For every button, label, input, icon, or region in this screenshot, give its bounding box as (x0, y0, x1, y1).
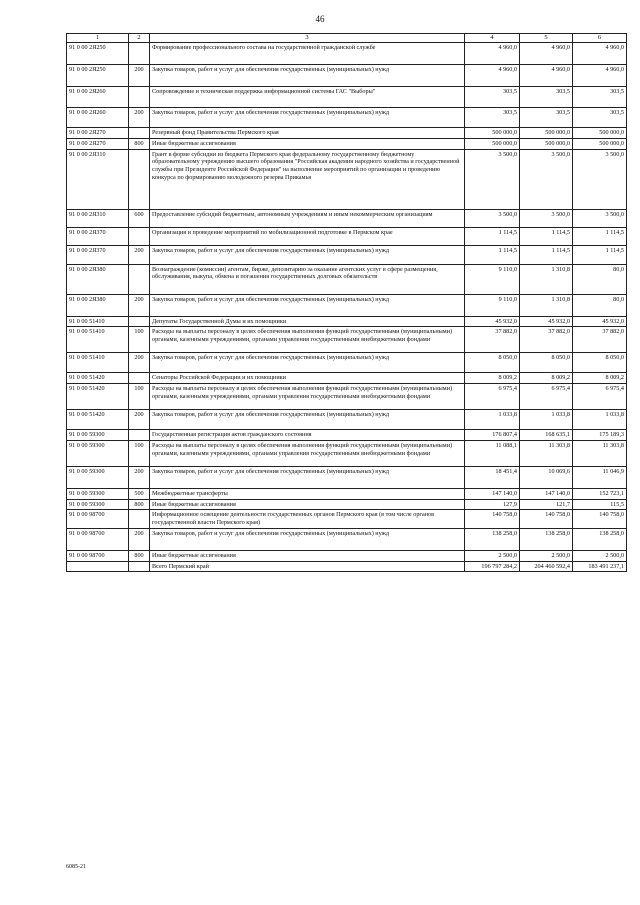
amount-2024-cell: 11 303,8 (573, 440, 627, 466)
budget-code-cell: 91 0 00 59300 (67, 488, 129, 499)
budget-code-cell: 91 0 00 98700 (67, 528, 129, 550)
expense-type-cell (129, 87, 150, 108)
expense-type-cell (129, 128, 150, 139)
amount-2023-cell: 8 050,0 (520, 353, 573, 373)
amount-2024-cell: 500 000,0 (573, 138, 627, 149)
budget-code-cell: 91 0 00 2Я310 (67, 209, 129, 227)
expense-type-cell: 800 (129, 550, 150, 561)
amount-2022-cell: 45 932,0 (465, 316, 520, 327)
expense-type-cell (129, 373, 150, 384)
description-cell: Предоставление субсидий бюджетным, автономным учреждениям и иным некоммерческим организациям (150, 209, 465, 227)
amount-2024-cell: 80,0 (573, 294, 627, 316)
expense-type-cell: 800 (129, 499, 150, 510)
description-cell: Сопровождение и техническая поддержка информационной системы ГАС "Выборы" (150, 87, 465, 108)
amount-2024-cell: 183 491 237,1 (573, 561, 627, 572)
amount-2024-cell: 3 500,0 (573, 149, 627, 209)
table-row (67, 294, 627, 316)
amount-2024-cell: 3 500,0 (573, 209, 627, 227)
table-row (67, 149, 627, 209)
table-row (67, 65, 627, 87)
expense-type-cell: 200 (129, 466, 150, 488)
expense-type-cell: 200 (129, 353, 150, 373)
table-row (67, 227, 627, 245)
amount-2022-cell: 18 451,4 (465, 466, 520, 488)
table-row (67, 209, 627, 227)
budget-code-cell: 91 0 00 98700 (67, 550, 129, 561)
amount-2024-cell: 138 258,0 (573, 528, 627, 550)
budget-code-cell: 91 0 00 51420 (67, 384, 129, 410)
description-cell: Организация и проведение мероприятий по мобилизационной подготовке в Пермском крае (150, 227, 465, 245)
amount-2024-cell: 8 009,2 (573, 373, 627, 384)
budget-code-cell: 91 0 00 2Я370 (67, 227, 129, 245)
description-cell: Государственная регистрация актов гражданского состояния (150, 430, 465, 441)
description-cell: Сенаторы Российской Федерации и их помощники (150, 373, 465, 384)
table-body (67, 43, 627, 572)
description-cell: Расходы на выплаты персоналу в целях обеспечения выполнения функций государственными (муниципальными) органами, казенными учреждениями, органами управления государственными внебюджетными фондами (150, 384, 465, 410)
expense-type-cell (129, 227, 150, 245)
amount-2022-cell: 3 500,0 (465, 149, 520, 209)
expense-type-cell: 200 (129, 410, 150, 430)
amount-2022-cell: 9 110,0 (465, 294, 520, 316)
table-row (67, 384, 627, 410)
amount-2024-cell: 80,0 (573, 264, 627, 294)
description-cell: Иные бюджетные ассигнования (150, 550, 465, 561)
description-cell: Грант в форме субсидии из бюджета Пермского края федеральному государственному бюджетному образовательному учреждению высшего образования "Российская академия народного хозяйства и государственной службы при Президенте Российской Федерации" на выполнение мероприятий по организации и проведению конкурса по формированию молодежного резерва Прикамья (150, 149, 465, 209)
amount-2023-cell: 45 932,0 (520, 316, 573, 327)
amount-2024-cell: 11 046,9 (573, 466, 627, 488)
description-cell: Всего Пермский край (150, 561, 465, 572)
amount-2023-cell: 1 310,8 (520, 294, 573, 316)
amount-2023-cell: 3 500,0 (520, 209, 573, 227)
budget-code-cell: 91 0 00 98700 (67, 510, 129, 529)
description-cell: Закупка товаров, работ и услуг для обеспечения государственных (муниципальных) нужд (150, 466, 465, 488)
amount-2022-cell: 4 960,0 (465, 65, 520, 87)
description-cell: Вознаграждение (комиссии) агентам, бирже, депозитарию за оказание агентских услуг в сфере размещения, обслуживания, выкупа, обмена и погашения государственных долговых обязательств (150, 264, 465, 294)
table-row (67, 373, 627, 384)
expense-type-cell: 200 (129, 294, 150, 316)
amount-2023-cell: 140 758,0 (520, 510, 573, 529)
budget-table (66, 33, 627, 572)
amount-2024-cell: 115,5 (573, 499, 627, 510)
amount-2022-cell: 147 140,0 (465, 488, 520, 499)
budget-code-cell: 91 0 00 51410 (67, 353, 129, 373)
amount-2023-cell: 168 635,1 (520, 430, 573, 441)
description-cell: Иные бюджетные ассигнования (150, 138, 465, 149)
table-row (67, 43, 627, 65)
budget-code-cell: 91 0 00 2Я260 (67, 108, 129, 128)
expense-type-cell (129, 264, 150, 294)
budget-code-cell: 91 0 00 59300 (67, 499, 129, 510)
budget-code-cell (67, 561, 129, 572)
amount-2024-cell: 500 000,0 (573, 128, 627, 139)
amount-2022-cell: 127,9 (465, 499, 520, 510)
amount-2023-cell: 1 033,8 (520, 410, 573, 430)
amount-2023-cell: 204 460 592,4 (520, 561, 573, 572)
table-row (67, 528, 627, 550)
amount-2023-cell: 4 960,0 (520, 43, 573, 65)
expense-type-cell (129, 561, 150, 572)
budget-table-container (66, 33, 626, 572)
amount-2024-cell: 140 758,0 (573, 510, 627, 529)
amount-2023-cell: 11 303,8 (520, 440, 573, 466)
column-header: 3 (150, 34, 465, 43)
budget-code-cell: 91 0 00 51420 (67, 373, 129, 384)
table-row (67, 245, 627, 264)
budget-code-cell: 91 0 00 2Я250 (67, 65, 129, 87)
amount-2023-cell: 6 975,4 (520, 384, 573, 410)
expense-type-cell (129, 510, 150, 529)
amount-2022-cell: 37 882,0 (465, 327, 520, 353)
table-row (67, 561, 627, 572)
description-cell: Информационное освещение деятельности государственных органов Пермского края (в том числе органов государственной власти Пермского края) (150, 510, 465, 529)
amount-2023-cell: 121,7 (520, 499, 573, 510)
description-cell: Депутаты Государственной Думы и их помощники (150, 316, 465, 327)
budget-code-cell: 91 0 00 51410 (67, 316, 129, 327)
table-row (67, 440, 627, 466)
budget-code-cell: 91 0 00 2Я310 (67, 149, 129, 209)
amount-2024-cell: 45 932,0 (573, 316, 627, 327)
budget-code-cell: 91 0 00 2Я270 (67, 138, 129, 149)
amount-2022-cell: 6 975,4 (465, 384, 520, 410)
expense-type-cell: 200 (129, 245, 150, 264)
column-header: 6 (573, 34, 627, 43)
expense-type-cell (129, 430, 150, 441)
budget-code-cell: 91 0 00 59300 (67, 466, 129, 488)
amount-2022-cell: 9 110,0 (465, 264, 520, 294)
amount-2024-cell: 175 189,3 (573, 430, 627, 441)
expense-type-cell: 200 (129, 65, 150, 87)
amount-2022-cell: 303,5 (465, 87, 520, 108)
description-cell: Закупка товаров, работ и услуг для обеспечения государственных (муниципальных) нужд (150, 65, 465, 87)
table-row (67, 128, 627, 139)
amount-2024-cell: 303,5 (573, 108, 627, 128)
amount-2023-cell: 3 500,0 (520, 149, 573, 209)
description-cell: Формирование профессионального состава на государственной гражданской службе (150, 43, 465, 65)
amount-2022-cell: 138 258,0 (465, 528, 520, 550)
expense-type-cell: 200 (129, 528, 150, 550)
budget-code-cell: 91 0 00 2Я270 (67, 128, 129, 139)
amount-2024-cell: 1 114,5 (573, 227, 627, 245)
amount-2024-cell: 6 975,4 (573, 384, 627, 410)
expense-type-cell (129, 43, 150, 65)
table-row (67, 510, 627, 529)
amount-2024-cell: 37 882,0 (573, 327, 627, 353)
budget-code-cell: 91 0 00 2Я370 (67, 245, 129, 264)
amount-2022-cell: 2 500,0 (465, 550, 520, 561)
amount-2024-cell: 303,5 (573, 87, 627, 108)
amount-2024-cell: 1 114,5 (573, 245, 627, 264)
amount-2023-cell: 37 882,0 (520, 327, 573, 353)
table-row (67, 87, 627, 108)
amount-2022-cell: 1 033,8 (465, 410, 520, 430)
expense-type-cell: 800 (129, 138, 150, 149)
amount-2023-cell: 8 009,2 (520, 373, 573, 384)
description-cell: Закупка товаров, работ и услуг для обеспечения государственных (муниципальных) нужд (150, 294, 465, 316)
column-header: 2 (129, 34, 150, 43)
budget-code-cell: 91 0 00 59300 (67, 430, 129, 441)
amount-2023-cell: 1 114,5 (520, 227, 573, 245)
budget-code-cell: 91 0 00 2Я380 (67, 294, 129, 316)
expense-type-cell: 100 (129, 327, 150, 353)
amount-2022-cell: 8 050,0 (465, 353, 520, 373)
column-header: 4 (465, 34, 520, 43)
description-cell: Резервный фонд Правительства Пермского края (150, 128, 465, 139)
amount-2023-cell: 1 310,8 (520, 264, 573, 294)
amount-2022-cell: 4 960,0 (465, 43, 520, 65)
amount-2022-cell: 196 797 284,2 (465, 561, 520, 572)
expense-type-cell: 200 (129, 108, 150, 128)
budget-code-cell: 91 0 00 2Я260 (67, 87, 129, 108)
expense-type-cell: 600 (129, 209, 150, 227)
amount-2024-cell: 1 033,8 (573, 410, 627, 430)
amount-2023-cell: 138 258,0 (520, 528, 573, 550)
amount-2024-cell: 2 500,0 (573, 550, 627, 561)
amount-2024-cell: 8 050,0 (573, 353, 627, 373)
page-number: 46 (315, 14, 325, 24)
description-cell: Закупка товаров, работ и услуг для обеспечения государственных (муниципальных) нужд (150, 108, 465, 128)
budget-code-cell: 91 0 00 51410 (67, 327, 129, 353)
table-row (67, 108, 627, 128)
column-header: 1 (67, 34, 129, 43)
budget-code-cell: 91 0 00 51420 (67, 410, 129, 430)
table-row (67, 316, 627, 327)
amount-2023-cell: 500 000,0 (520, 138, 573, 149)
description-cell: Межбюджетные трансферты (150, 488, 465, 499)
amount-2022-cell: 8 009,2 (465, 373, 520, 384)
amount-2022-cell: 500 000,0 (465, 128, 520, 139)
amount-2022-cell: 1 114,5 (465, 245, 520, 264)
table-row (67, 410, 627, 430)
document-code: 6085-21 (66, 864, 86, 870)
table-row (67, 430, 627, 441)
amount-2023-cell: 147 140,0 (520, 488, 573, 499)
table-row (67, 499, 627, 510)
amount-2023-cell: 500 000,0 (520, 128, 573, 139)
table-row (67, 138, 627, 149)
expense-type-cell: 100 (129, 384, 150, 410)
table-row (67, 550, 627, 561)
description-cell: Расходы на выплаты персоналу в целях обеспечения выполнения функций государственными (муниципальными) органами, казенными учреждениями, органами управления государственными внебюджетными фондами (150, 440, 465, 466)
table-header-row (67, 34, 627, 43)
description-cell: Закупка товаров, работ и услуг для обеспечения государственных (муниципальных) нужд (150, 410, 465, 430)
amount-2023-cell: 303,5 (520, 87, 573, 108)
table-row (67, 466, 627, 488)
amount-2022-cell: 11 088,1 (465, 440, 520, 466)
description-cell: Закупка товаров, работ и услуг для обеспечения государственных (муниципальных) нужд (150, 245, 465, 264)
budget-code-cell: 91 0 00 2Я250 (67, 43, 129, 65)
amount-2022-cell: 500 000,0 (465, 138, 520, 149)
table-row (67, 488, 627, 499)
amount-2024-cell: 4 960,0 (573, 43, 627, 65)
budget-code-cell: 91 0 00 59300 (67, 440, 129, 466)
description-cell: Иные бюджетные ассигнования (150, 499, 465, 510)
amount-2022-cell: 1 114,5 (465, 227, 520, 245)
amount-2022-cell: 176 807,4 (465, 430, 520, 441)
amount-2024-cell: 152 723,1 (573, 488, 627, 499)
table-row (67, 353, 627, 373)
expense-type-cell: 100 (129, 440, 150, 466)
column-header: 5 (520, 34, 573, 43)
amount-2023-cell: 4 960,0 (520, 65, 573, 87)
amount-2024-cell: 4 960,0 (573, 65, 627, 87)
description-cell: Закупка товаров, работ и услуг для обеспечения государственных (муниципальных) нужд (150, 353, 465, 373)
expense-type-cell (129, 316, 150, 327)
amount-2022-cell: 140 758,0 (465, 510, 520, 529)
expense-type-cell (129, 149, 150, 209)
amount-2022-cell: 3 500,0 (465, 209, 520, 227)
amount-2023-cell: 10 069,6 (520, 466, 573, 488)
description-cell: Расходы на выплаты персоналу в целях обеспечения выполнения функций государственными (муниципальными) органами, казенными учреждениями, органами управления государственными внебюджетными фондами (150, 327, 465, 353)
description-cell: Закупка товаров, работ и услуг для обеспечения государственных (муниципальных) нужд (150, 528, 465, 550)
table-row (67, 264, 627, 294)
expense-type-cell: 500 (129, 488, 150, 499)
amount-2023-cell: 1 114,5 (520, 245, 573, 264)
budget-code-cell: 91 0 00 2Я380 (67, 264, 129, 294)
amount-2022-cell: 303,5 (465, 108, 520, 128)
amount-2023-cell: 303,5 (520, 108, 573, 128)
amount-2023-cell: 2 500,0 (520, 550, 573, 561)
table-row (67, 327, 627, 353)
